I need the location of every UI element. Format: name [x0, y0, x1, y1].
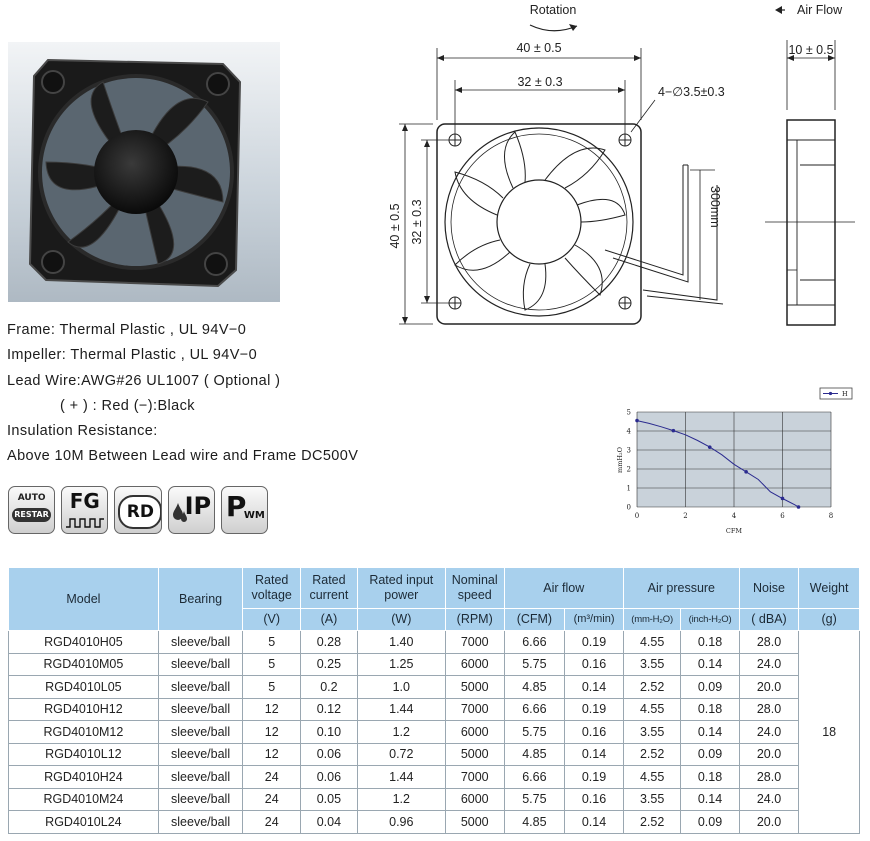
cell-power: 1.2	[357, 788, 445, 811]
rd-badge	[114, 486, 161, 534]
chart-ytick-label: 4	[626, 427, 631, 436]
cell-power: 1.40	[357, 631, 445, 654]
ip-badge	[168, 486, 215, 534]
cell-inchh2o: 0.09	[681, 811, 739, 834]
rd-badge-text: RD	[118, 495, 161, 529]
th-unit-speed: (RPM)	[445, 609, 504, 631]
cell-current: 0.12	[301, 698, 358, 721]
cell-cfm: 4.85	[504, 811, 565, 834]
spec-insulation-value: Above 10M Between Lead wire and Frame DC500V	[7, 448, 359, 464]
cell-voltage: 5	[243, 653, 301, 676]
spec-frame: Frame: Thermal Plastic , UL 94V−0	[7, 322, 247, 338]
cell-mmh2o: 4.55	[623, 631, 680, 654]
th-speed: Nominal speed	[445, 568, 504, 609]
cell-mmh2o: 2.52	[623, 676, 680, 699]
th-unit-mmh2o: (mm-H₂O)	[623, 609, 680, 631]
cell-mmh2o: 3.55	[623, 653, 680, 676]
th-current: Rated current	[301, 568, 358, 609]
chart-xtick-label: 2	[683, 512, 688, 520]
th-model: Model	[9, 568, 159, 631]
cell-speed: 6000	[445, 653, 504, 676]
cell-m3min: 0.16	[565, 721, 624, 744]
cell-current: 0.28	[301, 631, 358, 654]
chart-xtick-label: 6	[780, 512, 785, 520]
chart-legend-label: H	[842, 390, 848, 398]
dim-holes-label: 4−∅3.5±0.3	[658, 85, 725, 99]
th-unit-cfm: (CFM)	[504, 609, 565, 631]
cell-power: 1.44	[357, 698, 445, 721]
table-row	[9, 631, 860, 654]
fan-image-icon	[8, 42, 280, 302]
chart-ytick-label: 3	[626, 446, 631, 455]
cell-model: RGD4010M05	[9, 653, 159, 676]
cell-inchh2o: 0.18	[681, 698, 739, 721]
chart-ytick-label: 5	[626, 408, 631, 417]
cell-voltage: 12	[243, 721, 301, 744]
dim-height-outer: 40 ± 0.5	[388, 203, 402, 249]
chart-data-point	[635, 419, 639, 423]
performance-chart	[600, 385, 870, 540]
cell-m3min: 0.16	[565, 788, 624, 811]
auto-restart-badge	[8, 486, 55, 534]
pwm-badge	[221, 486, 268, 534]
cell-speed: 7000	[445, 698, 504, 721]
cell-noise: 24.0	[739, 721, 799, 744]
side-view-outline	[787, 120, 835, 325]
cell-weight: 18	[799, 631, 860, 834]
cell-speed: 5000	[445, 743, 504, 766]
specs-table-body	[9, 631, 860, 834]
cell-m3min: 0.14	[565, 743, 624, 766]
chart-data-point	[781, 497, 785, 501]
spec-lead-wire: Lead Wire:AWG#26 UL1007 ( Optional )	[7, 373, 281, 389]
cell-current: 0.06	[301, 743, 358, 766]
th-airflow: Air flow	[504, 568, 623, 609]
cell-model: RGD4010H05	[9, 631, 159, 654]
spec-polarity: ( + ) : Red (−):Black	[60, 398, 195, 414]
table-row	[9, 676, 860, 699]
cell-mmh2o: 3.55	[623, 788, 680, 811]
th-unit-inchh2o: (inch-H₂O)	[681, 609, 739, 631]
cell-bearing: sleeve/ball	[158, 743, 243, 766]
table-row	[9, 653, 860, 676]
th-unit-current: (A)	[301, 609, 358, 631]
cell-bearing: sleeve/ball	[158, 721, 243, 744]
table-row	[9, 788, 860, 811]
th-weight: Weight	[799, 568, 860, 609]
cell-current: 0.05	[301, 788, 358, 811]
cell-bearing: sleeve/ball	[158, 631, 243, 654]
th-unit-m3min: (m³/min)	[565, 609, 624, 631]
th-unit-noise: ( dBA)	[739, 609, 799, 631]
cell-current: 0.04	[301, 811, 358, 834]
pwm-badge-small-text: WM	[243, 510, 265, 521]
dim-width-inner: 32 ± 0.3	[517, 75, 563, 89]
rotation-label: Rotation	[529, 3, 577, 17]
table-row	[9, 811, 860, 834]
cell-voltage: 12	[243, 698, 301, 721]
table-row	[9, 698, 860, 721]
cell-current: 0.25	[301, 653, 358, 676]
chart-ytick-label: 0	[626, 503, 631, 512]
chart-data-point	[744, 470, 748, 474]
cell-speed: 6000	[445, 788, 504, 811]
cell-m3min: 0.14	[565, 811, 624, 834]
cell-bearing: sleeve/ball	[158, 653, 243, 676]
cell-model: RGD4010L24	[9, 811, 159, 834]
cell-cfm: 5.75	[504, 653, 565, 676]
cell-mmh2o: 2.52	[623, 743, 680, 766]
cell-cfm: 6.66	[504, 766, 565, 789]
cell-inchh2o: 0.14	[681, 653, 739, 676]
chart-ylabel: mmH₂O	[616, 447, 624, 473]
cell-noise: 20.0	[739, 743, 799, 766]
cell-power: 1.0	[357, 676, 445, 699]
cell-voltage: 5	[243, 631, 301, 654]
cell-cfm: 4.85	[504, 676, 565, 699]
cell-inchh2o: 0.18	[681, 766, 739, 789]
cell-bearing: sleeve/ball	[158, 676, 243, 699]
chart-xtick-label: 0	[634, 512, 640, 520]
cell-m3min: 0.19	[565, 631, 624, 654]
chart-data-point	[797, 505, 801, 509]
cell-speed: 5000	[445, 676, 504, 699]
cell-power: 1.25	[357, 653, 445, 676]
cell-speed: 7000	[445, 766, 504, 789]
th-power: Rated input power	[357, 568, 445, 609]
cell-m3min: 0.16	[565, 653, 624, 676]
cell-voltage: 24	[243, 811, 301, 834]
cell-noise: 24.0	[739, 653, 799, 676]
cell-model: RGD4010L05	[9, 676, 159, 699]
cell-model: RGD4010M24	[9, 788, 159, 811]
chart-ytick-label: 1	[626, 484, 631, 493]
spec-impeller: Impeller: Thermal Plastic , UL 94V−0	[7, 347, 258, 363]
cell-noise: 28.0	[739, 766, 799, 789]
cell-mmh2o: 2.52	[623, 811, 680, 834]
cell-speed: 7000	[445, 631, 504, 654]
cell-mmh2o: 3.55	[623, 721, 680, 744]
cell-mmh2o: 4.55	[623, 698, 680, 721]
cell-voltage: 5	[243, 676, 301, 699]
chart-ytick-label: 2	[626, 465, 631, 474]
chart-xtick-label: 8	[828, 512, 834, 520]
specs-table	[8, 567, 860, 834]
cell-noise: 20.0	[739, 676, 799, 699]
th-unit-voltage: (V)	[243, 609, 301, 631]
rotation-arrow-icon	[530, 25, 577, 31]
cell-inchh2o: 0.14	[681, 788, 739, 811]
cell-noise: 28.0	[739, 631, 799, 654]
cell-voltage: 12	[243, 743, 301, 766]
th-bearing: Bearing	[158, 568, 243, 631]
cell-current: 0.06	[301, 766, 358, 789]
cell-inchh2o: 0.18	[681, 631, 739, 654]
dim-width-outer: 40 ± 0.5	[516, 41, 562, 55]
cell-current: 0.10	[301, 721, 358, 744]
cell-current: 0.2	[301, 676, 358, 699]
cell-bearing: sleeve/ball	[158, 811, 243, 834]
cell-model: RGD4010L12	[9, 743, 159, 766]
cell-cfm: 4.85	[504, 743, 565, 766]
table-row	[9, 721, 860, 744]
cell-model: RGD4010M12	[9, 721, 159, 744]
cell-model: RGD4010H24	[9, 766, 159, 789]
cell-power: 0.72	[357, 743, 445, 766]
airflow-label: Air Flow	[797, 3, 843, 17]
cell-cfm: 5.75	[504, 788, 565, 811]
cell-voltage: 24	[243, 766, 301, 789]
cell-cfm: 5.75	[504, 721, 565, 744]
dim-height-inner: 32 ± 0.3	[410, 199, 424, 245]
cell-noise: 24.0	[739, 788, 799, 811]
cell-m3min: 0.19	[565, 698, 624, 721]
pwm-badge-big-text: P	[225, 490, 247, 523]
technical-drawing	[385, 0, 870, 340]
fg-badge	[61, 486, 108, 534]
cell-power: 0.96	[357, 811, 445, 834]
cell-power: 1.44	[357, 766, 445, 789]
cell-noise: 20.0	[739, 811, 799, 834]
cell-bearing: sleeve/ball	[158, 788, 243, 811]
cell-voltage: 24	[243, 788, 301, 811]
table-row	[9, 743, 860, 766]
spec-insulation-title: Insulation Resistance:	[7, 423, 158, 439]
cell-m3min: 0.19	[565, 766, 624, 789]
cell-speed: 6000	[445, 721, 504, 744]
cell-cfm: 6.66	[504, 698, 565, 721]
cell-cfm: 6.66	[504, 631, 565, 654]
fan-frame-outline	[437, 124, 641, 324]
th-voltage: Rated voltage	[243, 568, 301, 609]
fg-pulse-icon	[66, 517, 106, 529]
cell-inchh2o: 0.09	[681, 676, 739, 699]
table-row	[9, 766, 860, 789]
cell-m3min: 0.14	[565, 676, 624, 699]
fg-badge-text: FG	[69, 489, 100, 513]
cell-noise: 28.0	[739, 698, 799, 721]
auto-badge-top-text: AUTO	[17, 493, 46, 503]
ip-badge-text: IP	[184, 492, 212, 520]
chart-xtick-label: 4	[731, 512, 737, 520]
cell-speed: 5000	[445, 811, 504, 834]
cell-inchh2o: 0.09	[681, 743, 739, 766]
cell-power: 1.2	[357, 721, 445, 744]
auto-badge-bottom-text: RESTAR	[12, 508, 51, 522]
chart-xlabel: CFM	[725, 527, 743, 535]
lead-length-label: 300mm	[708, 186, 722, 228]
th-pressure: Air pressure	[623, 568, 739, 609]
cell-mmh2o: 4.55	[623, 766, 680, 789]
dim-thickness: 10 ± 0.5	[788, 43, 834, 57]
feature-badges	[8, 486, 268, 536]
cell-bearing: sleeve/ball	[158, 698, 243, 721]
cell-inchh2o: 0.14	[681, 721, 739, 744]
fan-hub-outline	[497, 180, 581, 264]
th-unit-weight: (g)	[799, 609, 860, 631]
cell-model: RGD4010H12	[9, 698, 159, 721]
th-noise: Noise	[739, 568, 799, 609]
fan-product-photo	[8, 42, 280, 302]
th-unit-power: (W)	[357, 609, 445, 631]
chart-data-point	[708, 445, 712, 449]
chart-data-point	[672, 429, 676, 433]
cell-bearing: sleeve/ball	[158, 766, 243, 789]
